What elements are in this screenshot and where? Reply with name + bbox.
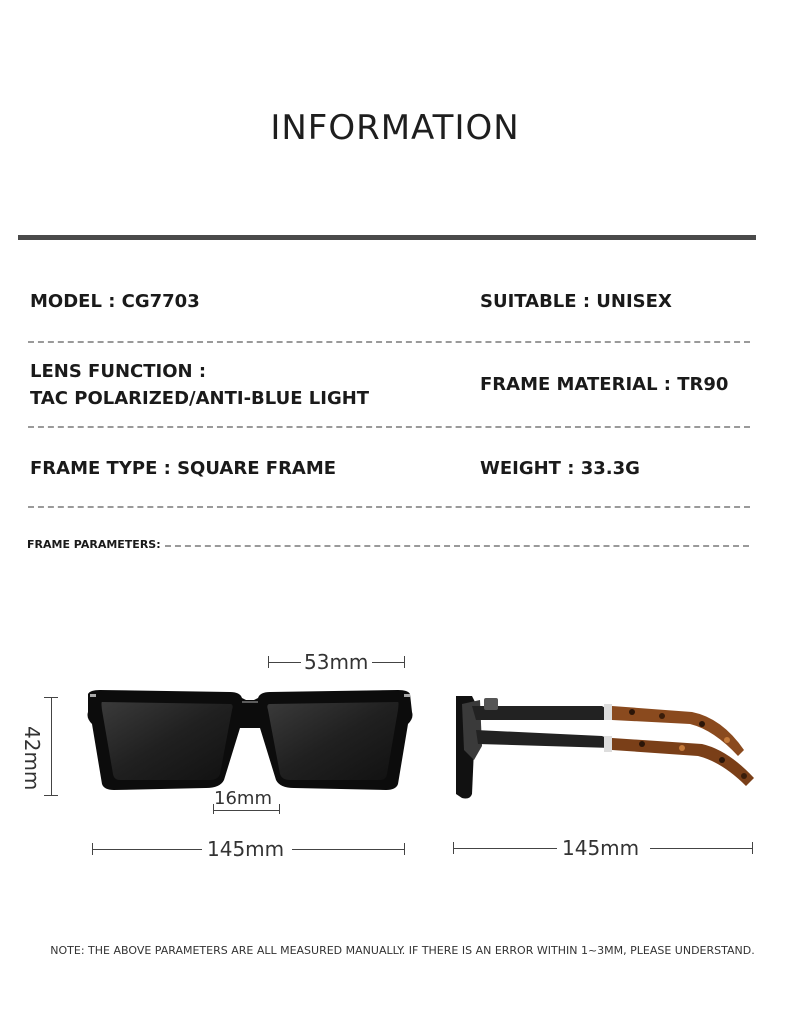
dimension-tick [752, 842, 753, 854]
dimension-line [51, 697, 52, 795]
spec-lens-function-value: TAC POLARIZED/ANTI-BLUE LIGHT [30, 388, 370, 409]
lens-width-label: 53mm [304, 650, 369, 674]
dimension-line [92, 849, 202, 850]
dimension-tick [44, 795, 58, 796]
temple-length-label: 145mm [562, 836, 640, 860]
dimension-tick [404, 843, 405, 855]
row-divider [28, 426, 750, 428]
row-divider [28, 341, 750, 343]
frame-parameters-divider [165, 545, 749, 547]
spec-suitable: SUITABLE : UNISEX [480, 291, 672, 312]
dimension-line [650, 848, 752, 849]
dimension-line [213, 810, 279, 811]
frame-parameters-label: FRAME PARAMETERS: [27, 538, 161, 551]
spec-frame-material: FRAME MATERIAL : TR90 [480, 374, 729, 395]
spec-lens-function-label: LENS FUNCTION : [30, 361, 207, 382]
front-width-label: 145mm [207, 837, 285, 861]
glasses-front-view [80, 688, 420, 792]
dimension-tick [213, 804, 214, 814]
spec-frame-type: FRAME TYPE : SQUARE FRAME [30, 458, 337, 479]
dimension-line [268, 662, 301, 663]
dimension-line [453, 848, 557, 849]
row-divider [28, 506, 750, 508]
dimension-line [372, 662, 405, 663]
glasses-side-view [452, 690, 762, 802]
dimension-tick [404, 656, 405, 668]
page-title: INFORMATION [270, 108, 520, 148]
lens-height-label: 42mm [20, 726, 44, 791]
spec-weight: WEIGHT : 33.3G [480, 458, 640, 479]
dimension-tick [279, 804, 280, 814]
spec-model: MODEL : CG7703 [30, 291, 200, 312]
title-divider [18, 235, 756, 240]
dimension-line [292, 849, 404, 850]
measurement-note: NOTE: THE ABOVE PARAMETERS ARE ALL MEASURED MANUALLY. IF THERE IS AN ERROR WITHIN 1~3MM, PLEASE UNDERSTAND. [50, 944, 755, 957]
bridge-label: 16mm [214, 788, 272, 809]
